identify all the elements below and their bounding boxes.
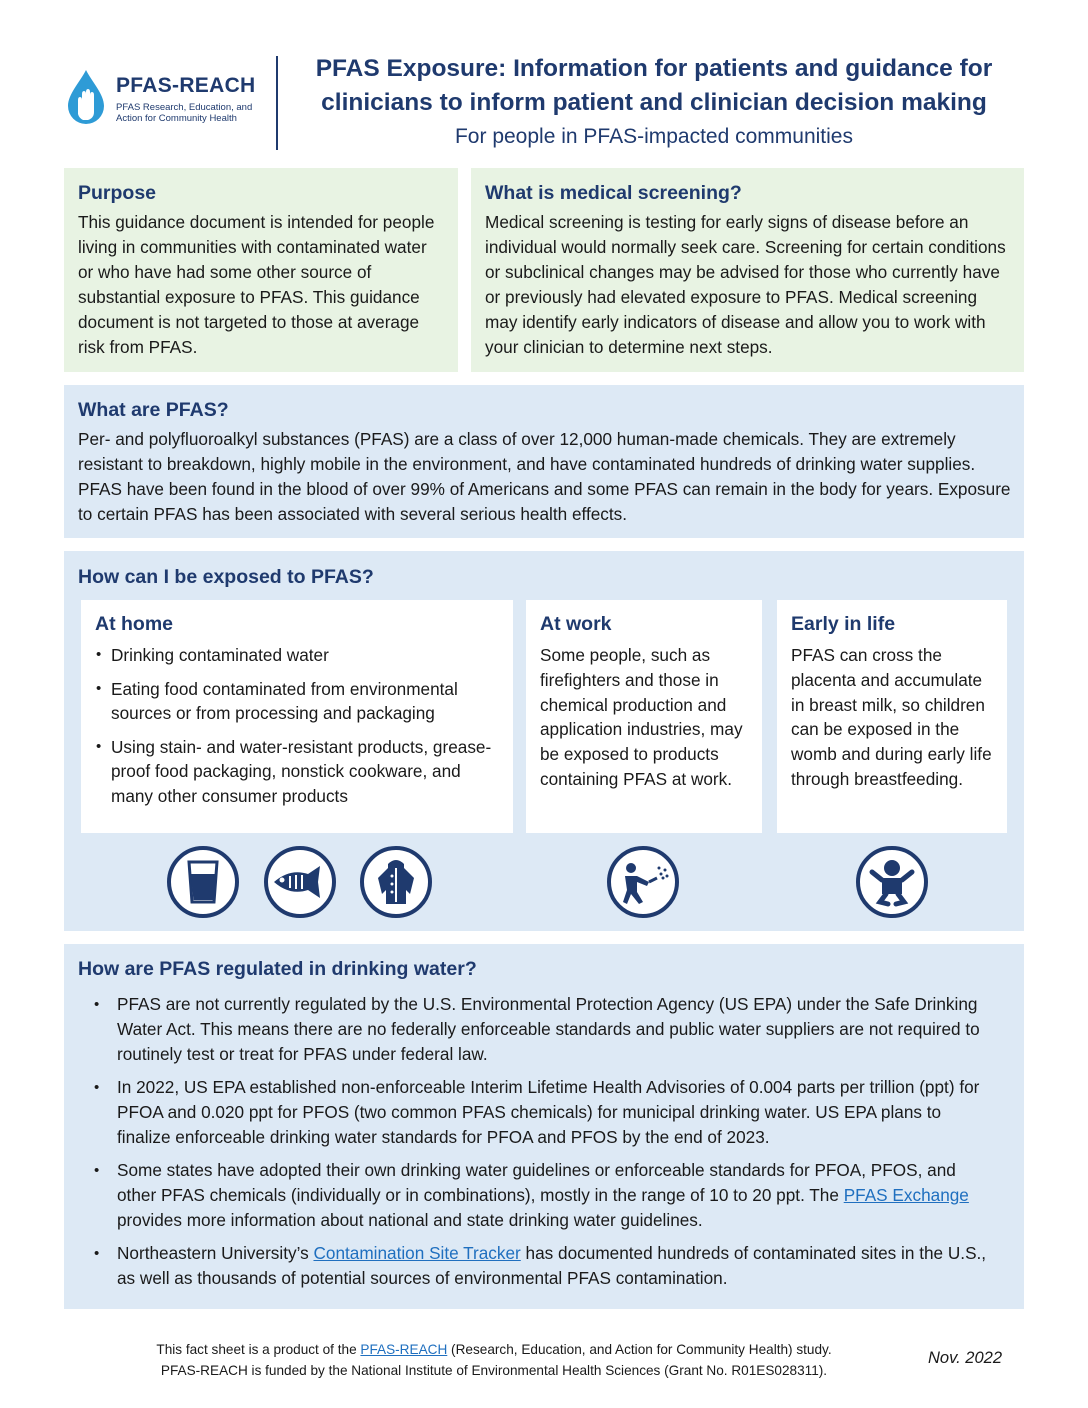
what-are-pfas-heading: What are PFAS? xyxy=(78,399,229,421)
regulation-panel xyxy=(64,944,1024,1309)
what-are-pfas-text: Per- and polyfluoroalkyl substances (PFAS) are a class of over 12,000 human-made chemicals. They are extremely resistant to breakdown, highly mobile in the environment, and have contaminated hundreds of drinking water supplies. PFAS have been found in the blood of over 99% of Americans and some PFAS can remain in the body for years. Exposure to certain PFAS has been associated with several serious health effects. xyxy=(78,429,1011,524)
at-home-heading: At home xyxy=(95,613,173,635)
item-text: Northeastern University’s xyxy=(117,1243,314,1263)
item-text: has documented hundreds of contaminated sites in the U.S., as well as thousands of potential sources of environmental PFAS contamination. xyxy=(117,1243,987,1288)
page-subtitle: For people in PFAS-impacted communities xyxy=(454,125,853,148)
purpose-text: This guidance document is intended for people living in communities with contaminated water or who have had some other source of substantial exposure to PFAS. This guidance document is not targeted to those at average risk from PFAS. xyxy=(78,212,435,357)
publication-date: Nov. 2022 xyxy=(928,1349,1002,1367)
firefighter-icon xyxy=(605,844,681,920)
title-block xyxy=(284,52,1024,152)
screening-heading: What is medical screening? xyxy=(485,182,742,204)
header-divider xyxy=(276,56,278,150)
what-are-pfas-panel xyxy=(64,385,1024,538)
logo-brand: PFAS-REACH xyxy=(116,74,256,97)
list-item xyxy=(64,1158,994,1233)
list-item: • Drinking contaminated water xyxy=(95,643,499,668)
baby-icon xyxy=(854,844,930,920)
early-life-heading: Early in life xyxy=(791,613,896,635)
footer-text: This fact sheet is a product of the xyxy=(156,1342,361,1357)
footer-line-1 xyxy=(84,1339,904,1360)
pfas-reach-logo xyxy=(64,68,264,128)
purpose-heading: Purpose xyxy=(78,182,157,204)
regulation-list xyxy=(64,992,994,1291)
exposure-panel xyxy=(64,551,1024,931)
list-item: • Eating food contaminated from environmental sources or from processing and packaging xyxy=(95,677,499,726)
regulation-heading: How are PFAS regulated in drinking water? xyxy=(78,958,477,980)
early-life-card xyxy=(777,600,1007,833)
logo-tagline: PFAS Research, Education, and Action for Community Health xyxy=(116,102,253,124)
at-work-card xyxy=(526,600,762,833)
footer-line-2: PFAS-REACH is funded by the National Institute of Environmental Health Sciences (Grant No. R01ES028311). xyxy=(160,1363,828,1378)
early-life-text: PFAS can cross the placenta and accumulate in breast milk, so children can be exposed in the womb and during early life through breastfeeding. xyxy=(791,645,992,789)
screening-panel xyxy=(471,168,1024,372)
list-item: • Using stain- and water-resistant products, grease-proof food packaging, nonstick cookware, and many other consumer products xyxy=(95,735,499,809)
list-item: • PFAS are not currently regulated by the U.S. Environmental Protection Agency (US EPA) under the Safe Drinking Water Act. This means there are no federally enforceable standards and public water suppliers are not required to routinely test or treat for PFAS under federal law. xyxy=(64,992,994,1067)
page-title: PFAS Exposure: Information for patients and guidance for clinicians to inform patient and clinician decision making xyxy=(315,55,993,116)
screening-text: Medical screening is testing for early signs of disease before an individual would normally seek care. Screening for certain conditions or subclinical changes may be advised for those who currently have or previously had elevated exposure to PFAS. Medical screening may identify early indicators of disease and allow you to work with your clinician to determine next steps. xyxy=(485,212,1006,357)
pfas-exchange-link[interactable]: PFAS Exchange xyxy=(843,1185,969,1205)
contamination-site-tracker-link[interactable]: Contamination Site Tracker xyxy=(313,1243,521,1263)
list-item: • In 2022, US EPA established non-enforceable Interim Lifetime Health Advisories of 0.004 parts per trillion (ppt) for PFOA and 0.020 ppt for PFOS (two common PFAS chemicals) for municipal drinking water. US EPA plans to finalize enforceable drinking water standards for PFOA and PFOS by the end of 2023. xyxy=(64,1075,994,1150)
water-glass-icon xyxy=(165,844,241,920)
raincoat-icon xyxy=(358,844,434,920)
footer xyxy=(84,1339,904,1381)
item-text: provides more information about national and state drinking water guidelines. xyxy=(117,1210,703,1230)
at-work-heading: At work xyxy=(540,613,612,635)
list-item xyxy=(64,1241,994,1291)
at-home-card xyxy=(81,600,513,833)
at-work-text: Some people, such as firefighters and those in chemical production and application industries, may be exposed to products containing PFAS at work. xyxy=(540,645,743,789)
at-home-list xyxy=(95,643,499,808)
header xyxy=(64,52,1024,154)
fish-icon xyxy=(262,844,338,920)
item-text: Some states have adopted their own drinking water guidelines or enforceable standards for PFOA, PFOS, and other PFAS chemicals (individually or in combinations), mostly in the range of 10 to 20 ppt. The xyxy=(117,1160,956,1205)
water-drop-hand-icon xyxy=(64,68,108,128)
footer-text: (Research, Education, and Action for Community Health) study. xyxy=(447,1342,832,1357)
exposure-heading: How can I be exposed to PFAS? xyxy=(78,566,374,588)
purpose-panel xyxy=(64,168,458,372)
pfas-reach-link[interactable]: PFAS-REACH xyxy=(360,1342,448,1357)
